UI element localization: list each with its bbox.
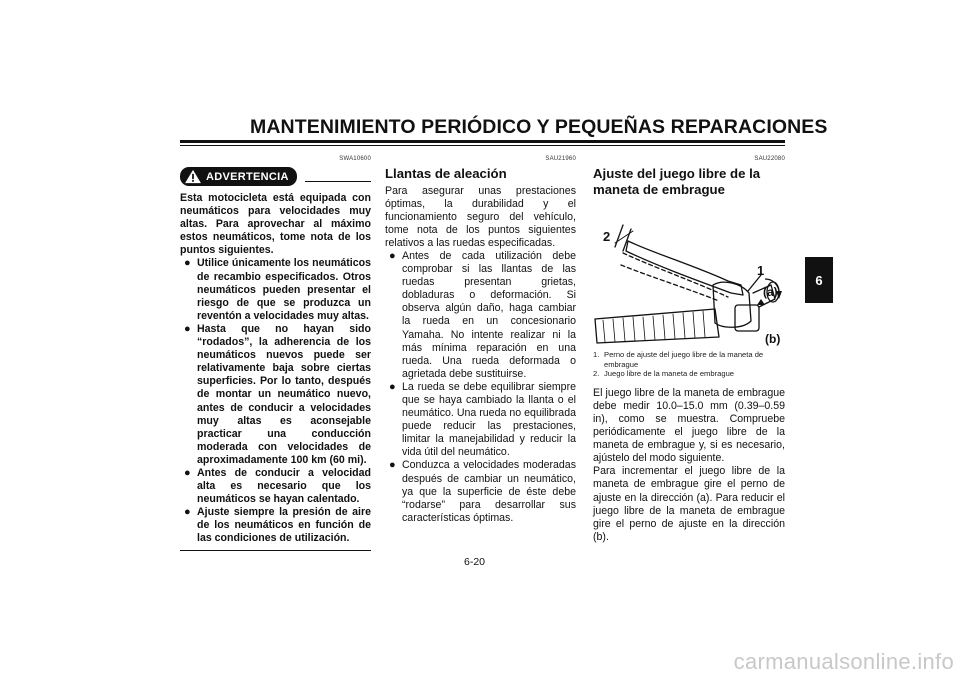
warning-header bbox=[180, 167, 371, 186]
warning-column bbox=[180, 156, 371, 551]
page-number: 6-20 bbox=[464, 556, 486, 568]
title-rule-thin bbox=[180, 145, 785, 146]
clutch-paragraph-2: Para incrementar el juego libre de la maneta de embrague gire el perno de ajuste en la dirección (a). Para reducir el juego libre de la maneta de embrague gire el perno de ajuste en la dirección (b). bbox=[593, 465, 785, 543]
bullet-dot-icon: ● bbox=[389, 249, 396, 262]
bullet-dot-icon: ● bbox=[184, 322, 191, 335]
bullet-dot-icon: ● bbox=[389, 459, 396, 472]
figure-label-2: 2 bbox=[603, 229, 611, 244]
clutch-column bbox=[593, 156, 785, 544]
clutch-heading: Ajuste del juego libre de la maneta de embrague bbox=[593, 166, 761, 197]
warning-triangle-icon bbox=[184, 169, 202, 184]
bullet-dot-icon: ● bbox=[389, 380, 396, 393]
chapter-tab: 6 bbox=[805, 257, 833, 303]
wheels-column bbox=[385, 156, 576, 525]
clutch-code: SAU22080 bbox=[754, 156, 785, 162]
warning-code: SWA10600 bbox=[339, 156, 371, 162]
warning-end-rule bbox=[180, 550, 371, 551]
warning-badge bbox=[180, 167, 297, 186]
wheels-bullet: ● La rueda se debe equilibrar siempre que se haya cambiado la llanta o el neumático. Una rueda no equilibrada puede reducir las prestaciones, limitar la manejabilidad y reducir la vida útil del neumático. bbox=[385, 381, 576, 460]
warning-bullet: ● Antes de conducir a velocidad alta es necesario que los neumáticos se hayan calentado. bbox=[180, 467, 371, 506]
clutch-paragraph-1: El juego libre de la maneta de embrague debe medir 10.0–15.0 mm (0.39–0.59 in), como se muestra. Compruebe periódicamente el juego libre de la maneta de embrague y, si es necesario, ajústelo del modo siguiente. bbox=[593, 386, 785, 465]
clutch-lever-illustration bbox=[593, 203, 785, 348]
wheels-bullet: ● Antes de cada utilización debe comprobar si las llantas de las ruedas presentan grietas, dobladuras o deformación. Si observa algún daño, haga cambiar la rueda en un concesionario Yamaha. No intente realizar ni la más mínima reparación en una rueda. Una rueda deformada o agrietada debe sustituirse. bbox=[385, 250, 576, 381]
wheels-heading: Llantas de aleación bbox=[385, 166, 507, 181]
figure-label-a: (a) bbox=[763, 285, 778, 299]
warning-intro: Esta motocicleta está equipada con neumáticos para velocidades muy altas. Para aprovechar al máximo estos neumáticos, tome nota de los puntos siguientes. bbox=[180, 192, 371, 257]
figure-label-b: (b) bbox=[765, 332, 781, 346]
figure-caption: 1. Perno de ajuste del juego libre de la maneta de embrague bbox=[593, 350, 764, 369]
bullet-dot-icon: ● bbox=[184, 466, 191, 479]
title-rule-thick bbox=[180, 140, 785, 143]
warning-bullet: ● Ajuste siempre la presión de aire de los neumáticos en función de las condiciones de utilización. bbox=[180, 506, 371, 545]
figure-captions bbox=[593, 350, 785, 379]
figure-caption: 2. Juego libre de la maneta de embrague bbox=[593, 369, 735, 379]
page-title: MANTENIMIENTO PERIÓDICO Y PEQUEÑAS REPARACIONES bbox=[250, 116, 828, 138]
wheels-bullet: ● Conduzca a velocidades moderadas después de cambiar un neumático, ya que la superficie de éste debe “rodarse” para desarrollar sus características óptimas. bbox=[385, 459, 576, 524]
wheels-code: SAU21960 bbox=[545, 156, 576, 162]
warning-header-rule bbox=[305, 181, 371, 182]
warning-label: ADVERTENCIA bbox=[206, 170, 289, 183]
clutch-lever-figure bbox=[593, 203, 785, 348]
figure-label-1: 1 bbox=[757, 263, 765, 278]
wheels-intro: Para asegurar unas prestaciones óptimas, la durabilidad y el funcionamiento seguro del vehículo, tome nota de los puntos siguientes relativos a las ruedas especificadas. bbox=[385, 184, 576, 249]
bullet-dot-icon: ● bbox=[184, 257, 191, 270]
bullet-dot-icon: ● bbox=[184, 506, 191, 519]
warning-bullet: ● Utilice únicamente los neumáticos de recambio especificados. Otros neumáticos pueden presentar el riesgo de que se produzca un reventón a velocidades muy altas. bbox=[180, 257, 371, 322]
watermark: carmanualsonline.info bbox=[733, 649, 954, 674]
warning-bullet: ● Hasta que no hayan sido “rodados”, la adherencia de los neumáticos nuevos puede ser relativamente baja sobre ciertas superficies. Por lo tanto, después de montar un neumático nuevo, antes de conducir a velocidades muy altas es aconsejable practicar una conducción moderada con velocidades de aproximadamente 100 km (60 mi). bbox=[180, 323, 371, 467]
